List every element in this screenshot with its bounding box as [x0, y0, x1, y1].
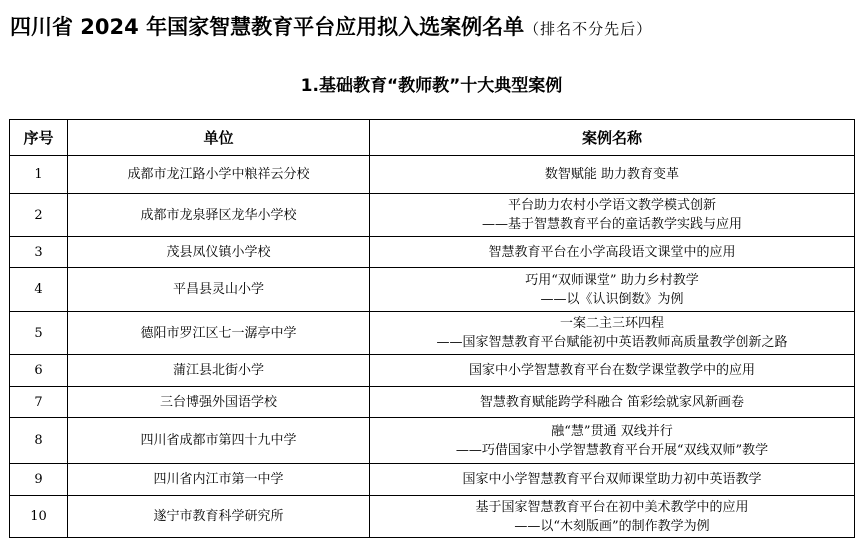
table-row — [10, 237, 855, 268]
row-unit: 茂县凤仪镇小学校 — [68, 237, 370, 268]
case-title: 基于国家智慧教育平台在初中美术教学中的应用 — [475, 499, 749, 515]
section-subtitle: 1.基础教育“教师教”十大典型案例 — [300, 76, 563, 96]
row-case-name — [370, 237, 855, 268]
row-number: 5 — [10, 312, 68, 355]
title-note: （排名不分先后） — [524, 20, 653, 38]
row-case-name — [370, 418, 855, 464]
case-title: 平台助力农村小学语文教学模式创新 — [507, 198, 716, 213]
row-unit: 成都市龙江路小学中粮祥云分校 — [68, 156, 370, 194]
row-number: 2 — [10, 194, 68, 237]
row-case-name — [370, 387, 855, 418]
header-case-name: 案例名称 — [370, 120, 855, 156]
case-title: 国家中小学智慧教育平台在数学课堂教学中的应用 — [468, 363, 755, 378]
case-subtitle: ——以“木刻版画”的制作教学为例 — [514, 518, 710, 534]
case-subtitle: ——巧借国家中小学智慧教育平台开展“双线双师”教学 — [455, 442, 769, 458]
case-title: 融“慧”贯通 双线并行 — [551, 423, 673, 439]
case-title: 智慧教育赋能跨学科融合 笛彩绘就家风新画卷 — [479, 394, 745, 410]
case-title: 国家中小学智慧教育平台双师课堂助力初中英语教学 — [462, 472, 762, 487]
table-row — [10, 194, 855, 237]
table-row — [10, 496, 855, 538]
row-unit: 平昌县灵山小学 — [68, 268, 370, 312]
table-row — [10, 418, 855, 464]
title-text: 四川省 2024 年国家智慧教育平台应用拟入选案例名单 — [10, 15, 525, 39]
row-number: 3 — [10, 237, 68, 268]
case-title: 数智赋能 助力教育变革 — [544, 167, 680, 182]
case-subtitle: ——以《认识倒数》为例 — [540, 291, 684, 307]
row-unit: 四川省内江市第一中学 — [68, 464, 370, 496]
row-unit: 遂宁市教育科学研究所 — [68, 496, 370, 538]
row-case-name — [370, 194, 855, 237]
row-case-name — [370, 464, 855, 496]
table-row — [10, 464, 855, 496]
table-row — [10, 312, 855, 355]
row-case-name — [370, 496, 855, 538]
header-unit: 单位 — [68, 120, 370, 156]
table-row — [10, 156, 855, 194]
row-unit: 成都市龙泉驿区龙华小学校 — [68, 194, 370, 237]
row-case-name — [370, 268, 855, 312]
row-number: 6 — [10, 355, 68, 387]
table-row — [10, 387, 855, 418]
row-case-name — [370, 355, 855, 387]
case-subtitle: ——基于智慧教育平台的童话教学实践与应用 — [481, 217, 742, 232]
row-number: 1 — [10, 156, 68, 194]
row-case-name — [370, 312, 855, 355]
header-number: 序号 — [10, 120, 68, 156]
document-title — [10, 13, 860, 43]
row-unit: 德阳市罗江区七一潺亭中学 — [68, 312, 370, 355]
case-title: 一案二主三环四程 — [559, 316, 664, 331]
case-table — [9, 119, 855, 538]
table-row — [10, 268, 855, 312]
row-case-name — [370, 156, 855, 194]
case-title: 智慧教育平台在小学高段语文课堂中的应用 — [488, 244, 736, 260]
table-row — [10, 355, 855, 387]
case-title: 巧用“双师课堂” 助力乡村教学 — [525, 272, 699, 288]
row-unit: 三台博强外国语学校 — [68, 387, 370, 418]
row-unit: 蒲江县北街小学 — [68, 355, 370, 387]
row-unit: 四川省成都市第四十九中学 — [68, 418, 370, 464]
table-header-row — [10, 120, 855, 156]
row-number: 4 — [10, 268, 68, 312]
row-number: 7 — [10, 387, 68, 418]
row-number: 9 — [10, 464, 68, 496]
case-subtitle: ——国家智慧教育平台赋能初中英语教师高质量教学创新之路 — [436, 335, 788, 350]
row-number: 10 — [10, 496, 68, 538]
row-number: 8 — [10, 418, 68, 464]
